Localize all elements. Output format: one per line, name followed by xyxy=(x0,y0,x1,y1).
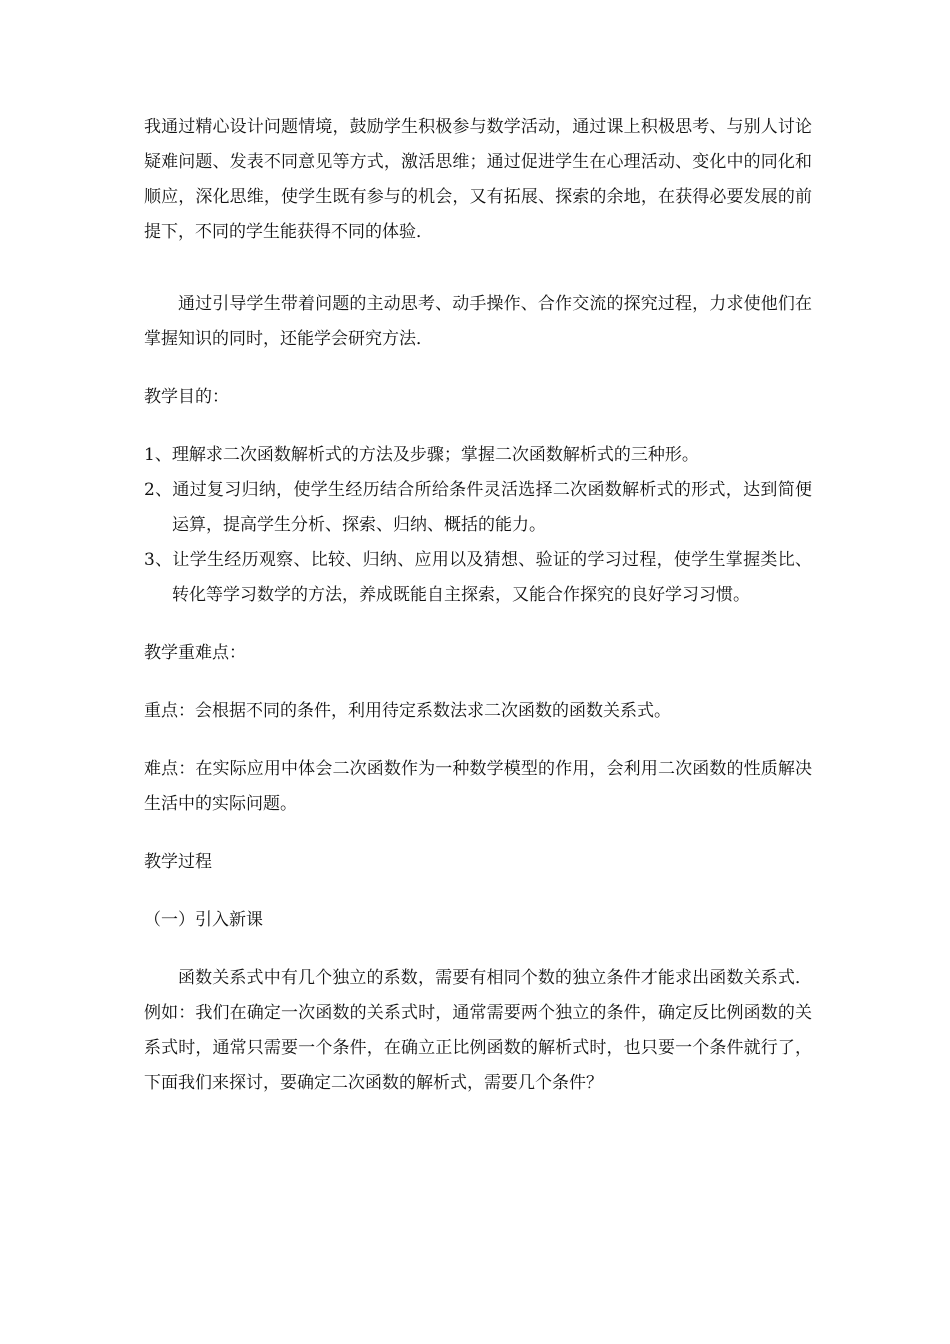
objective-item-3: 3、让学生经历观察、比较、归纳、应用以及猜想、验证的学习过程，使学生掌握类比、转化等学习数学的方法，养成既能自主探索，又能合作探究的良好学习习惯。 xyxy=(144,550,812,605)
paragraph-teaching-approach: 我通过精心设计问题情境，鼓励学生积极参与数学活动，通过课上积极思考、与别人讨论疑难问题、发表不同意见等方式，激活思维；通过促进学生在心理活动、变化中的同化和顺应，深化思维，使学生既有参与的机会，又有拓展、探索的余地，在获得必要发展的前提下，不同的学生能获得不同的体验． xyxy=(144,117,812,242)
document-page xyxy=(144,110,812,1101)
key-point-focus: 重点：会根据不同的条件，利用待定系数法求二次函数的函数关系式。 xyxy=(144,701,671,721)
paragraph-introduction: 函数关系式中有几个独立的系数，需要有相同个数的独立条件才能求出函数关系式．例如：我们在确定一次函数的关系式时，通常需要两个独立的条件，确定反比例函数的关系式时，通常只需要一个条件，在确立正比例函数的解析式时，也只要一个条件就行了，下面我们来探讨，要确定二次函数的解析式，需要几个条件？ xyxy=(144,968,812,1093)
objective-item-2: 2、通过复习归纳，使学生经历结合所给条件灵活选择二次函数解析式的形式，达到简便运算，提高学生分析、探索、归纳、概括的能力。 xyxy=(144,480,812,535)
key-point-difficulty: 难点：在实际应用中体会二次函数作为一种数学模型的作用，会利用二次函数的性质解决生活中的实际问题。 xyxy=(144,759,812,814)
heading-key-points: 教学重难点： xyxy=(144,643,246,663)
heading-teaching-process: 教学过程 xyxy=(144,852,212,872)
section-heading-introduction: （一）引入新课 xyxy=(144,910,263,930)
paragraph-inquiry-process: 通过引导学生带着问题的主动思考、动手操作、合作交流的探究过程，力求使他们在掌握知识的同时，还能学会研究方法． xyxy=(144,294,812,349)
objective-item-1: 1、理解求二次函数解析式的方法及步骤；掌握二次函数解析式的三种形。 xyxy=(144,445,699,465)
heading-teaching-objectives: 教学目的： xyxy=(144,387,229,407)
